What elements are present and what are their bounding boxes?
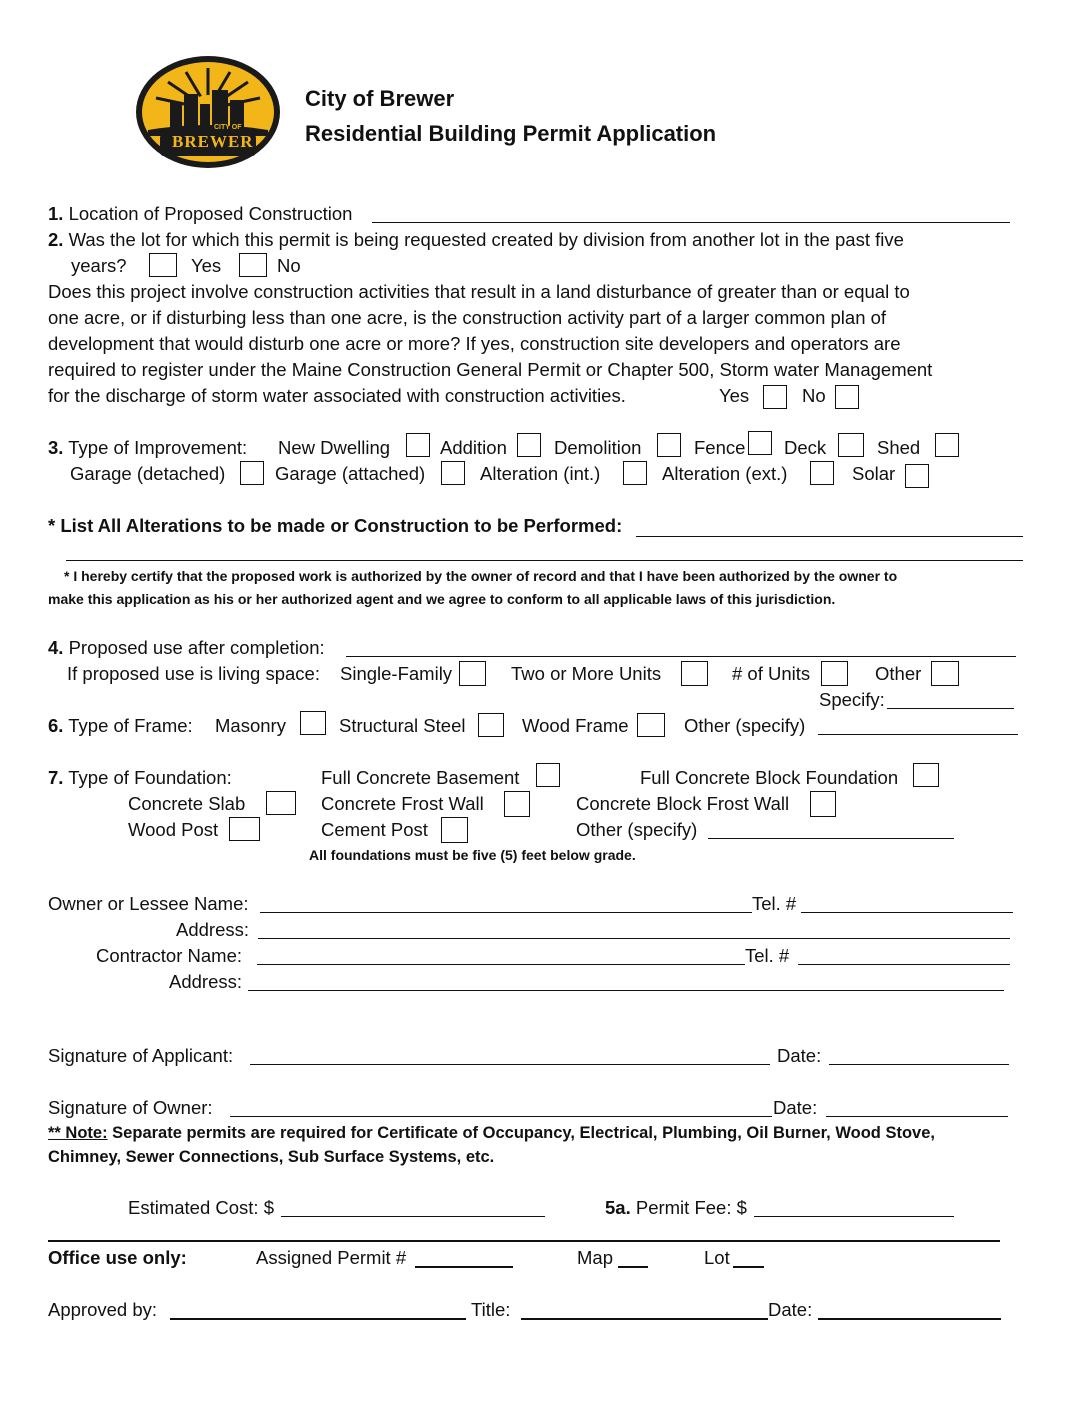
owner-name-label: Owner or Lessee Name: [48, 893, 249, 914]
contractor-address-field[interactable] [248, 990, 1004, 991]
title-label: Title: [471, 1299, 511, 1320]
option-label: Shed [877, 437, 921, 458]
option-label: Other [875, 663, 922, 684]
logo-text: BREWER [172, 132, 254, 151]
option-label: Two or More Units [511, 663, 662, 684]
owner-signature-field[interactable] [230, 1116, 772, 1117]
option-label: Alteration (int.) [480, 463, 601, 484]
option-label: Addition [440, 437, 507, 458]
question-1 [48, 203, 352, 225]
question-label: Location of Proposed Construction [68, 203, 353, 224]
alteration-ext-checkbox[interactable] [810, 461, 834, 485]
question-3 [48, 437, 247, 459]
option-label: Structural Steel [339, 715, 466, 736]
option-label: Cement Post [321, 819, 428, 840]
contractor-address-label: Address: [169, 971, 243, 992]
deck-checkbox[interactable] [838, 433, 864, 457]
office-use-label: Office use only: [48, 1247, 187, 1268]
question-number: 2. [48, 229, 64, 250]
fence-checkbox[interactable] [748, 431, 772, 455]
contractor-name-field[interactable] [257, 964, 745, 965]
estimated-cost-field[interactable] [281, 1216, 545, 1217]
applicant-signature-label: Signature of Applicant: [48, 1045, 234, 1066]
no-label: No [277, 255, 301, 276]
city-logo [134, 54, 282, 170]
question-4 [48, 637, 325, 659]
wood-frame-checkbox[interactable] [637, 713, 665, 737]
approved-by-field[interactable] [170, 1318, 466, 1320]
question-number: 4. [48, 637, 64, 658]
frame-other-field[interactable] [818, 734, 1018, 735]
garage-attached-checkbox[interactable] [441, 461, 465, 485]
alterations-label: * List All Alterations to be made or Construction to be Performed: [48, 515, 623, 536]
concrete-frost-wall-checkbox[interactable] [504, 791, 530, 817]
disturbance-yes-checkbox[interactable] [763, 385, 787, 409]
question-label: Proposed use after completion: [68, 637, 325, 658]
logo-small-text: CITY OF [214, 124, 242, 131]
two-or-more-units-checkbox[interactable] [681, 661, 708, 686]
title-field[interactable] [521, 1318, 768, 1320]
permits-note-line2: Chimney, Sewer Connections, Sub Surface Systems, etc. [48, 1148, 495, 1166]
masonry-checkbox[interactable] [300, 711, 326, 735]
note-text: Separate permits are required for Certificate of Occupancy, Electrical, Plumbing, Oil Burner, Wood Stove, [107, 1124, 935, 1142]
option-label: Alteration (ext.) [662, 463, 788, 484]
alterations-field-2[interactable] [66, 560, 1023, 561]
question-number: 6. [48, 715, 64, 736]
question-label: Was the lot for which this permit is being requested created by division from another lot in the past five [68, 229, 904, 250]
contractor-tel-field[interactable] [798, 964, 1010, 965]
assigned-permit-label: Assigned Permit # [256, 1247, 407, 1268]
permits-note [48, 1122, 935, 1144]
owner-address-field[interactable] [258, 938, 1010, 939]
option-label: Wood Frame [522, 715, 629, 736]
option-label: Full Concrete Block Foundation [640, 767, 899, 788]
question-number: 1. [48, 203, 64, 224]
no-label: No [802, 385, 826, 406]
full-concrete-block-foundation-checkbox[interactable] [913, 763, 939, 787]
other-use-checkbox[interactable] [931, 661, 959, 686]
garage-detached-checkbox[interactable] [240, 461, 264, 485]
owner-tel-field[interactable] [801, 912, 1013, 913]
alteration-int-checkbox[interactable] [623, 461, 647, 485]
office-divider [48, 1240, 1000, 1242]
other-specify-label: Other (specify) [576, 819, 698, 840]
proposed-use-field[interactable] [346, 656, 1016, 657]
full-concrete-basement-checkbox[interactable] [536, 763, 560, 787]
new-dwelling-checkbox[interactable] [406, 433, 430, 457]
question-2 [48, 229, 904, 251]
specify-label: Specify: [819, 689, 885, 710]
disturbance-line: one acre, or if disturbing less than one acre, is the construction activity part of a larger common plan of [48, 307, 887, 328]
option-label: Deck [784, 437, 827, 458]
location-field[interactable] [372, 222, 1010, 223]
page-title: City of Brewer [305, 86, 455, 111]
approval-date-field[interactable] [818, 1318, 1001, 1320]
option-label: Concrete Slab [128, 793, 246, 814]
option-label: Single-Family [340, 663, 453, 684]
yes-label: Yes [191, 255, 222, 276]
option-label: Solar [852, 463, 896, 484]
applicant-signature-field[interactable] [250, 1064, 770, 1065]
owner-date-label: Date: [773, 1097, 818, 1118]
yes-label: Yes [719, 385, 750, 406]
estimated-cost-label: Estimated Cost: $ [128, 1197, 275, 1218]
assigned-permit-field[interactable] [415, 1266, 513, 1268]
wood-post-checkbox[interactable] [229, 817, 260, 841]
map-field[interactable] [618, 1266, 648, 1268]
living-space-label: If proposed use is living space: [67, 663, 320, 684]
disturbance-line: required to register under the Maine Construction General Permit or Chapter 500, Storm water Management [48, 359, 933, 380]
option-label: Fence [694, 437, 746, 458]
addition-checkbox[interactable] [517, 433, 541, 457]
foundation-other-field[interactable] [708, 838, 954, 839]
option-label: # of Units [732, 663, 811, 684]
map-label: Map [577, 1247, 613, 1268]
question-label: Type of Foundation: [68, 767, 232, 788]
fee-number: 5a. [605, 1197, 631, 1218]
owner-signature-label: Signature of Owner: [48, 1097, 213, 1118]
certification-line: * I hereby certify that the proposed work is authorized by the owner of record and that I have been authorized by the owner to [64, 568, 898, 584]
owner-name-field[interactable] [260, 912, 752, 913]
approved-by-label: Approved by: [48, 1299, 158, 1320]
option-label: Masonry [215, 715, 286, 736]
other-specify-label: Other (specify) [684, 715, 806, 736]
disturbance-line: for the discharge of storm water associated with construction activities. [48, 385, 626, 406]
question-6 [48, 715, 193, 737]
lot-division-yes-checkbox[interactable] [149, 253, 177, 277]
contractor-name-label: Contractor Name: [96, 945, 242, 966]
solar-checkbox[interactable] [905, 464, 929, 488]
question-7 [48, 767, 232, 789]
owner-tel-label: Tel. # [752, 893, 797, 914]
question-2-line2: years? [71, 255, 127, 276]
option-label: Full Concrete Basement [321, 767, 520, 788]
page-subtitle: Residential Building Permit Application [305, 121, 717, 146]
option-label: Concrete Frost Wall [321, 793, 484, 814]
concrete-block-frost-wall-checkbox[interactable] [810, 791, 836, 817]
question-label: Type of Frame: [68, 715, 193, 736]
demolition-checkbox[interactable] [657, 433, 681, 457]
city-logo-icon [134, 54, 282, 170]
lot-label: Lot [704, 1247, 730, 1268]
structural-steel-checkbox[interactable] [478, 713, 504, 737]
applicant-date-label: Date: [777, 1045, 822, 1066]
lot-division-no-checkbox[interactable] [239, 253, 267, 277]
shed-checkbox[interactable] [935, 433, 959, 457]
disturbance-line: Does this project involve construction activities that result in a land disturbance of greater than or equal to [48, 281, 910, 302]
note-prefix: ** Note: [48, 1124, 108, 1142]
lot-field[interactable] [733, 1266, 764, 1268]
disturbance-line: development that would disturb one acre or more? If yes, construction site developers and operators are [48, 333, 901, 354]
cement-post-checkbox[interactable] [441, 817, 468, 843]
specify-field[interactable] [887, 708, 1014, 709]
number-of-units-checkbox[interactable] [821, 661, 848, 686]
option-label: New Dwelling [278, 437, 391, 458]
option-label: Garage (attached) [275, 463, 426, 484]
applicant-date-field[interactable] [829, 1064, 1009, 1065]
alterations-field[interactable] [636, 536, 1023, 537]
certification-line: make this application as his or her authorized agent and we agree to conform to all applicable laws of this jurisdiction. [48, 591, 836, 607]
disturbance-no-checkbox[interactable] [835, 385, 859, 409]
permit-fee-field[interactable] [754, 1216, 954, 1217]
foundation-note: All foundations must be five (5) feet below grade. [309, 847, 636, 863]
option-label: Concrete Block Frost Wall [576, 793, 790, 814]
single-family-checkbox[interactable] [459, 661, 486, 686]
permit-fee [605, 1197, 747, 1219]
approval-date-label: Date: [768, 1299, 813, 1320]
owner-date-field[interactable] [826, 1116, 1008, 1117]
option-label: Demolition [554, 437, 642, 458]
question-number: 3. [48, 437, 64, 458]
option-label: Wood Post [128, 819, 219, 840]
question-number: 7. [48, 767, 64, 788]
owner-address-label: Address: [176, 919, 250, 940]
contractor-tel-label: Tel. # [745, 945, 790, 966]
option-label: Garage (detached) [70, 463, 226, 484]
concrete-slab-checkbox[interactable] [266, 791, 296, 815]
question-label: Type of Improvement: [68, 437, 248, 458]
fee-label: Permit Fee: $ [630, 1197, 747, 1218]
